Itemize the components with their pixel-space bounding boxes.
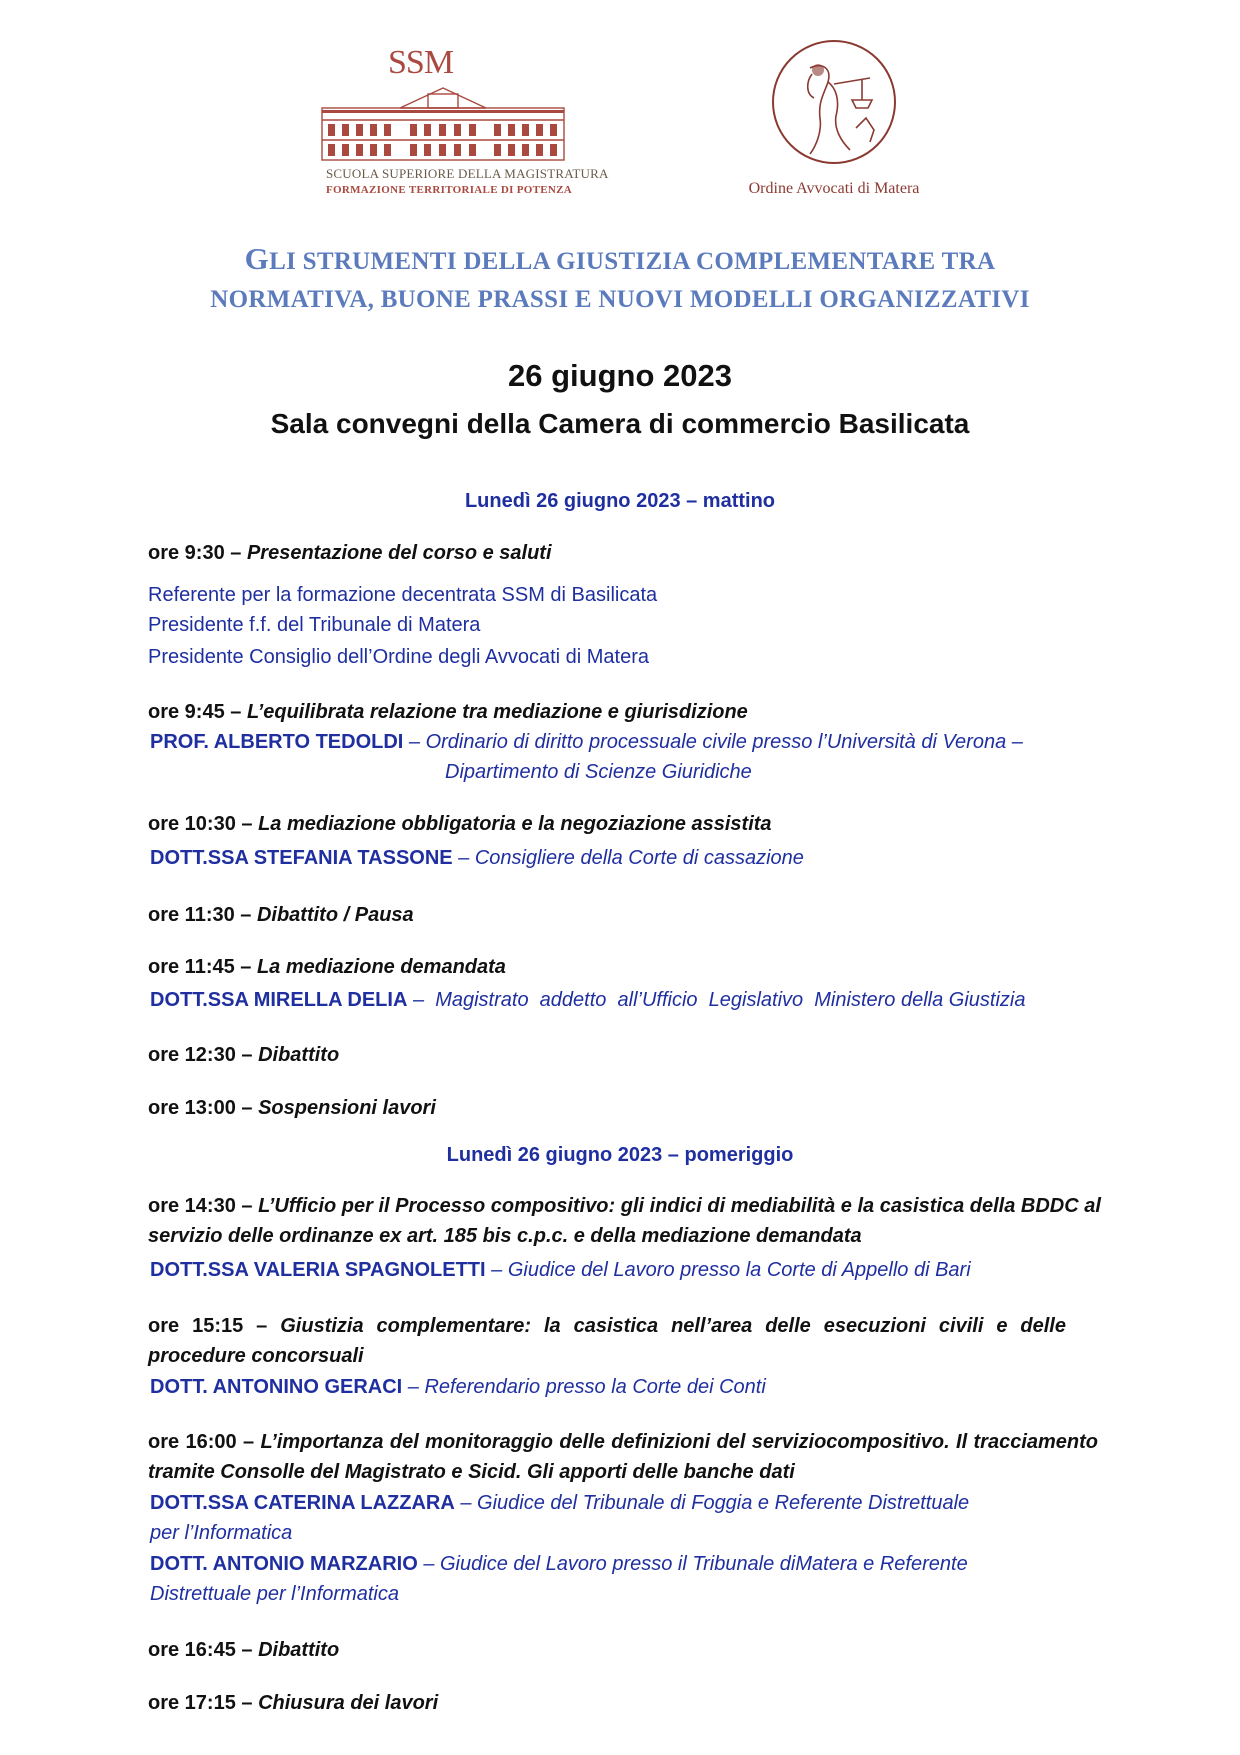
agenda-title: L’importanza del monitoraggio delle definizioni del serviziocompositivo. Il tracciamento tramite Consolle del Magistrato e Sicid. Gli apporti delle banche dati: [148, 1431, 1098, 1483]
greeting-1: Referente per la formazione decentrata SSM di Basilicata: [148, 584, 658, 606]
agenda-item-1515: [148, 1311, 1066, 1371]
speaker-delia: [150, 985, 1140, 1015]
speaker-geraci: [150, 1372, 1140, 1402]
speaker-spagnoletti: [150, 1255, 1140, 1285]
agenda-item-0930: [148, 538, 1098, 568]
ssm-building-icon: [318, 86, 568, 164]
agenda-title: Dibattito: [258, 1639, 340, 1661]
agenda-time: ore 11:45 –: [148, 956, 257, 978]
speaker-role: – Magistrato addetto all’Ufficio Legislativo Ministero della Giustizia: [407, 989, 1026, 1011]
morning-heading: Lunedì 26 giugno 2023 – mattino: [464, 490, 776, 512]
agenda-title: Sospensioni lavori: [258, 1097, 436, 1119]
speaker-role: – Consigliere della Corte di cassazione: [452, 847, 804, 869]
agenda-title: Presentazione del corso e saluti: [246, 542, 552, 564]
agenda-title: Dibattito / Pausa: [256, 904, 414, 926]
agenda-title: La mediazione demandata: [256, 956, 506, 978]
agenda-item-1430: [148, 1191, 1108, 1251]
speaker-tassone: [150, 843, 1140, 873]
agenda-time: ore 17:15 –: [148, 1692, 259, 1714]
speaker-role: – Ordinario di diritto processuale civile presso l’Università di Verona –: [403, 731, 1023, 753]
agenda-time: ore 13:00 –: [148, 1097, 259, 1119]
agenda-title: Dibattito: [258, 1044, 340, 1066]
ordine-avvocati-name: Ordine Avvocati di Matera: [748, 180, 920, 197]
agenda-time: ore 12:30 –: [148, 1044, 259, 1066]
speaker-name: PROF. ALBERTO TEDOLDI: [150, 731, 404, 753]
agenda-item-1300: [148, 1093, 1098, 1123]
agenda-title: Giustizia complementare: la casistica nell’area delle esecuzioni civili e delle procedure concorsuali: [148, 1315, 1066, 1367]
ssm-logo: [318, 40, 609, 205]
agenda-title: L’Ufficio per il Processo compositivo: gli indici di mediabilità e la casistica della BDDC al servizio delle ordinanze ex art. 185 bis c.p.c. e della mediazione demandata: [148, 1195, 1101, 1247]
afternoon-heading: Lunedì 26 giugno 2023 – pomeriggio: [446, 1144, 794, 1166]
ssm-logo-line1: SCUOLA SUPERIORE DELLA MAGISTRATURA: [326, 166, 609, 181]
agenda-time: ore 9:45 –: [148, 701, 247, 723]
speaker-role: – Giudice del Tribunale di Foggia e Referente Distrettuale: [454, 1492, 970, 1514]
speaker-role-cont: Distrettuale per l’Informatica: [150, 1583, 399, 1605]
agenda-title: L’equilibrata relazione tra mediazione e giurisdizione: [246, 701, 748, 723]
event-date: 26 giugno 2023: [508, 358, 732, 393]
ordine-avvocati-logo: [728, 38, 938, 208]
agenda-time: ore 16:45 –: [148, 1639, 259, 1661]
agenda-time: ore 16:00 –: [148, 1431, 261, 1453]
agenda-time: ore 9:30 –: [148, 542, 247, 564]
agenda-item-1645: [148, 1635, 1098, 1665]
greeting-2: Presidente f.f. del Tribunale di Matera: [148, 614, 481, 636]
agenda-time: ore 15:15 –: [148, 1315, 281, 1337]
speaker-name: DOTT.SSA CATERINA LAZZARA: [150, 1492, 455, 1514]
title-first-letter: G: [244, 241, 270, 276]
speaker-role: – Giudice del Lavoro presso la Corte di Appello di Bari: [485, 1259, 971, 1281]
agenda-title: Chiusura dei lavori: [258, 1692, 439, 1714]
greeting-3: Presidente Consiglio dell’Ordine degli Avvocati di Matera: [148, 646, 650, 668]
event-venue: Sala convegni della Camera di commercio Basilicata: [270, 408, 970, 439]
speaker-name: DOTT.SSA VALERIA SPAGNOLETTI: [150, 1259, 486, 1281]
speaker-name: DOTT. ANTONIO MARZARIO: [150, 1553, 418, 1575]
agenda-item-1230: [148, 1040, 1098, 1070]
speaker-role: – Giudice del Lavoro presso il Tribunale diMatera e Referente: [417, 1553, 968, 1575]
document-title: [90, 240, 1150, 319]
speaker-tedoldi: [150, 727, 1140, 787]
speaker-marzario: [150, 1549, 1140, 1609]
justice-seal-icon: [770, 38, 898, 166]
speaker-role-cont: Dipartimento di Scienze Giuridiche: [445, 761, 752, 783]
speaker-role-cont: per l’Informatica: [150, 1522, 293, 1544]
agenda-item-1600: [148, 1427, 1098, 1487]
title-line1: LI STRUMENTI DELLA GIUSTIZIA COMPLEMENTARE TRA: [269, 248, 996, 275]
agenda-item-1715: [148, 1688, 1098, 1718]
speaker-role: – Referendario presso la Corte dei Conti: [402, 1376, 766, 1398]
speaker-lazzara: [150, 1488, 1140, 1548]
speaker-name: DOTT.SSA STEFANIA TASSONE: [150, 847, 453, 869]
agenda-item-0945: [148, 697, 1098, 727]
agenda-time: ore 11:30 –: [148, 904, 257, 926]
agenda-item-1145: [148, 952, 1098, 982]
agenda-time: ore 10:30 –: [148, 813, 259, 835]
agenda-time: ore 14:30 –: [148, 1195, 259, 1217]
agenda-item-1130: [148, 900, 1098, 930]
speaker-name: DOTT.SSA MIRELLA DELIA: [150, 989, 408, 1011]
agenda-title: La mediazione obbligatoria e la negoziazione assistita: [258, 813, 772, 835]
ssm-logo-acronym: SSM: [388, 44, 454, 81]
ssm-logo-line2: FORMAZIONE TERRITORIALE DI POTENZA: [326, 184, 573, 196]
agenda-item-1030: [148, 809, 1098, 839]
title-line2: NORMATIVA, BUONE PRASSI E NUOVI MODELLI ORGANIZZATIVI: [210, 286, 1030, 313]
speaker-name: DOTT. ANTONINO GERACI: [150, 1376, 403, 1398]
